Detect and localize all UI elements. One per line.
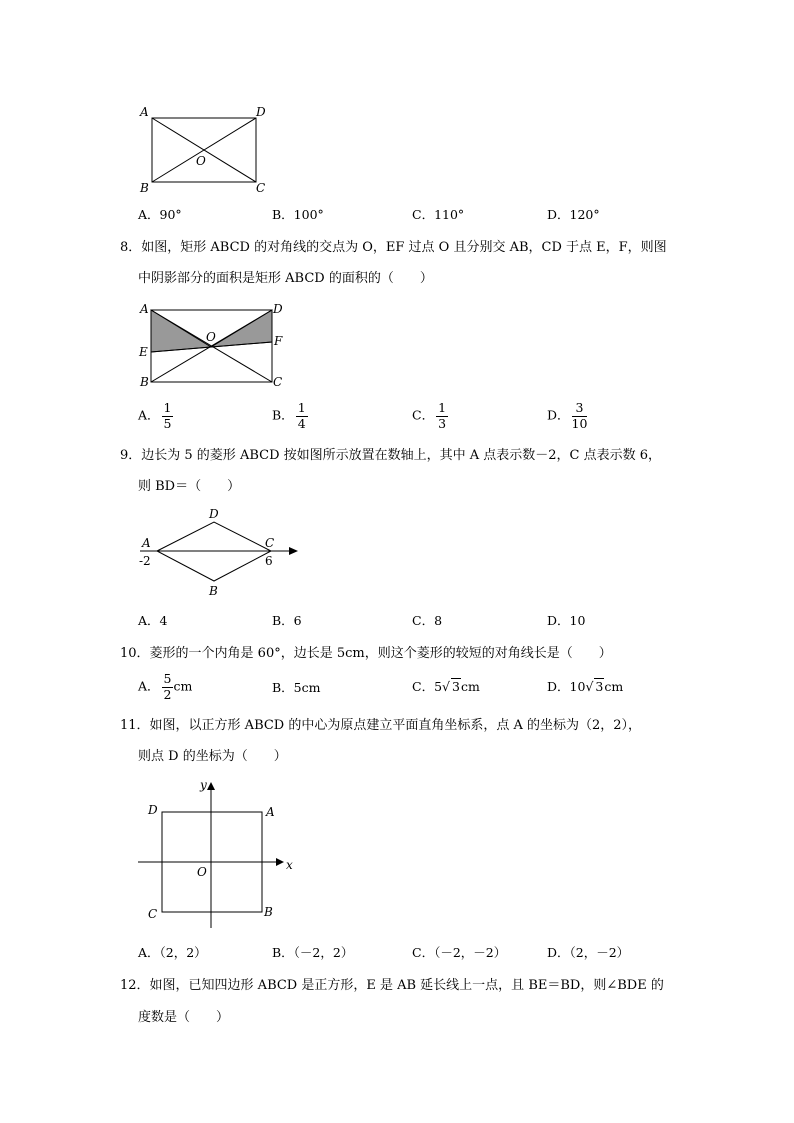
q9-option-c: C．8 bbox=[412, 613, 443, 628]
q8-label-b: B bbox=[140, 375, 149, 389]
q7-label-o: O bbox=[196, 154, 206, 168]
q7-label-d: D bbox=[256, 105, 266, 119]
q9-label-b: B bbox=[209, 584, 218, 598]
q8-label-d: D bbox=[273, 302, 283, 316]
q11-label-x: x bbox=[286, 858, 293, 872]
q9-label-neg2: -2 bbox=[139, 554, 151, 568]
q9-option-b: B．6 bbox=[272, 613, 302, 628]
q10-option-d: D．10√ 3cm bbox=[547, 679, 624, 694]
q11-option-b: B．（－2，2） bbox=[272, 945, 354, 960]
q9-question-line2: 则 BD＝（ ） bbox=[138, 479, 241, 494]
q7-option-d: D．120° bbox=[547, 207, 600, 222]
q11-question-line1: 11．如图，以正方形 ABCD 的中心为原点建立平面直角坐标系，点 A 的坐标为（2，2）， bbox=[120, 718, 642, 733]
q11-option-a: A．（2，2） bbox=[138, 945, 207, 960]
q10-question-line1: 10．菱形的一个内角是 60°，边长是 5cm，则这个菱形的较短的对角线长是（ ） bbox=[120, 646, 612, 661]
q11-label-c: C bbox=[148, 907, 158, 921]
q7-option-c: C．110° bbox=[412, 207, 465, 222]
q8-option-c: C． $\frac{1}{3}$ bbox=[412, 400, 447, 431]
q11-label-d: D bbox=[148, 803, 158, 817]
q9-label-six: 6 bbox=[265, 554, 273, 568]
q9-label-d: D bbox=[209, 507, 219, 521]
q9-option-d: D．10 bbox=[547, 613, 586, 628]
q8-label-o: O bbox=[206, 330, 216, 344]
q8-option-a: A． $\frac{1}{5}$ bbox=[138, 400, 172, 431]
q9-option-a: A．4 bbox=[138, 613, 168, 628]
q8-label-f: F bbox=[274, 334, 283, 348]
q8-label-e: E bbox=[139, 345, 148, 359]
q7-label-b: B bbox=[140, 181, 149, 195]
q11-label-o: O bbox=[197, 865, 207, 879]
q11-label-y: y bbox=[200, 778, 207, 792]
q10-option-c: C．5√ 3cm bbox=[412, 679, 480, 694]
q11-label-b: B bbox=[264, 905, 273, 919]
q7-label-a: A bbox=[140, 105, 149, 119]
q7-option-a: A．90° bbox=[138, 207, 182, 222]
q12-question-line2: 度数是（ ） bbox=[138, 1010, 230, 1025]
q8-option-d: D． $\frac{3}{10}$ bbox=[547, 400, 588, 431]
q8-option-b: B． $\frac{1}{4}$ bbox=[272, 400, 306, 431]
q9-question-line1: 9．边长为 5 的菱形 ABCD 按如图所示放置在数轴上，其中 A 点表示数－2，C 点表示数 6， bbox=[120, 448, 662, 463]
q9-label-a: A bbox=[142, 536, 151, 550]
q8-label-a: A bbox=[140, 302, 149, 316]
q10-option-a: A． $\frac{5}{2}$ cm bbox=[138, 671, 193, 702]
q10-option-b: B．5cm bbox=[272, 680, 321, 695]
q12-question-line1: 12．如图，已知四边形 ABCD 是正方形，E 是 AB 延长线上一点，且 BE＝BD，则∠BDE 的 bbox=[120, 978, 664, 993]
q11-option-d: D．（2，－2） bbox=[547, 945, 630, 960]
q11-label-a: A bbox=[266, 805, 275, 819]
q8-question-line2: 中阴影部分的面积是矩形 ABCD 的面积的（ ） bbox=[138, 271, 433, 286]
q11-question-line2: 则点 D 的坐标为（ ） bbox=[138, 749, 287, 764]
q7-label-c: C bbox=[256, 181, 266, 195]
q7-option-b: B．100° bbox=[272, 207, 324, 222]
q9-label-c: C bbox=[265, 536, 275, 550]
q11-option-c: C．（－2，－2） bbox=[412, 945, 507, 960]
q8-label-c: C bbox=[273, 375, 283, 389]
q8-question-line1: 8．如图，矩形 ABCD 的对角线的交点为 O，EF 过点 O 且分别交 AB，CD 于点 E，F，则图 bbox=[120, 240, 667, 255]
